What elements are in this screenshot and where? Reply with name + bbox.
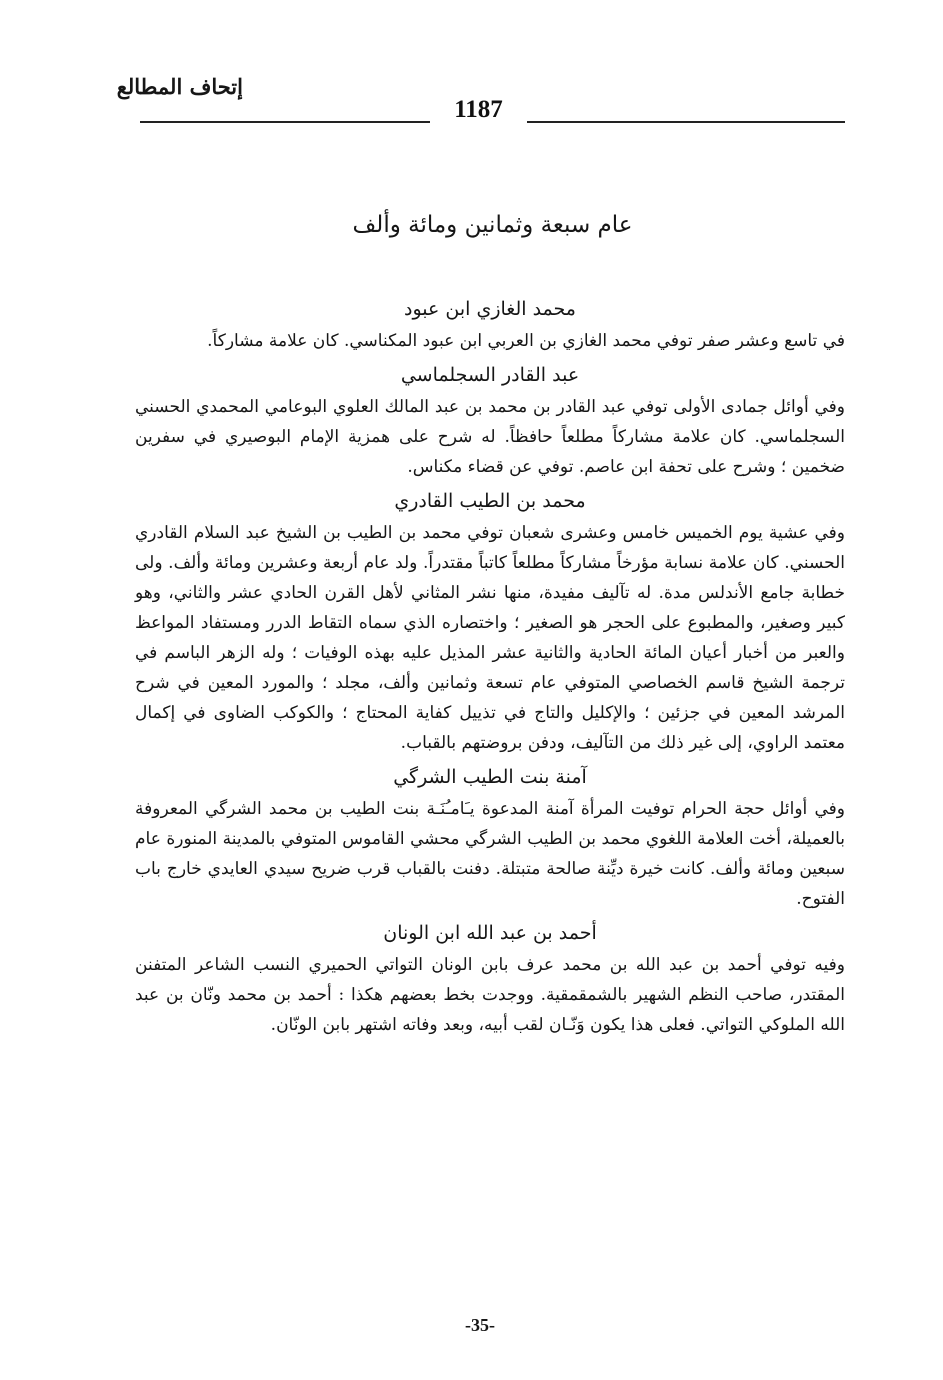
entry-text: وفي عشية يوم الخميس خامس وعشرى شعبان توفي محمد بن الطيب بن الشيخ عبد السلام القادري الحسني. كان علامة نسابة مؤرخاً مشاركاً مطلعاً كاتباً مقتدراً. ولد عام أربعة وعشرين ومائة وألف. ولى خطابة جامع الأندلس مدة. له تآليف مفيدة، منها نشر المثاني لأهل القرن الحادي عشر والثاني، وهو كبير وصغير، والمطبوع على الحجر هو الصغير ؛ واختصاره الذي سماه التقاط الدرر ومستفاد المواعظ والعبر من أخبار أعيان المائة الحادية والثانية عشر المذيل عليه بهذه الوفيات ؛ وله الزهر الباسم في ترجمة الشيخ قاسم الخصاصي المتوفي عام تسعة وثمانين وألف، مجلد ؛ والمورد المعين في شرح المرشد المعين في جزئين ؛ والإكليل والتاج في تذييل كفاية المحتاج ؛ والكوكب الضاوى في إكمال معتمد الراوي، إلى غير ذلك من التآليف، ودفن بروضتهم بالقباب. [135,523,845,753]
entry-text: وفي أوائل جمادى الأولى توفي عبد القادر بن محمد بن عبد المالك العلوي البوعامي المحمدي الحسني السجلماسي. كان علامة مشاركاً مطلعاً حافظاً. له شرح على همزية الإمام البوصيري في سفرين ضخمين ؛ وشرح على تحفة ابن عاصم. توفي عن قضاء مكناس. [135,397,845,477]
year-number: 1187 [454,96,503,123]
entry-title: أحمد بن عبد الله ابن الونان [383,922,597,944]
entry-title: محمد بن الطيب القادري [394,490,586,512]
entry-title: عبد القادر السجلماسي [400,364,580,386]
entry-title: محمد الغازي ابن عبود [404,298,576,320]
entry-text: وفيه توفي أحمد بن عبد الله بن محمد عرف بابن الونان التواتي الحميري النسب الشاعر المتفنن المقتدر، صاحب النظم الشهير بالشمقمقية. ووجدت بخط بعضهم هكذا : أحمد بن محمد ونّان بن عبد الله الملوكي التواتي. فعلى هذا يكون وَنّـان لقب أبيه، وبعد وفاته اشتهر بابن الونّان. [135,955,845,1035]
entry-amina-sharqi [135,758,845,914]
year-title: عام سبعة وثمانين ومائة وألف [352,212,633,238]
entry-text: في تاسع وعشر صفر توفي محمد الغازي بن العربي ابن عبود المكناسي. كان علامة مشاركاً. [207,331,845,351]
entry-ibn-abbud [135,290,845,356]
page-number: -35- [465,1315,495,1335]
entry-title: آمنة بنت الطيب الشرگي [393,766,587,788]
header-rule-right [527,121,845,123]
header-rule-left [140,121,430,123]
obituary-entries [135,290,845,1040]
running-header-title: إتحاف المطالع [116,74,243,99]
entry-sijilmasi [135,356,845,482]
entry-qadiri [135,482,845,758]
entry-text: وفي أوائل حجة الحرام توفيت المرأة آمنة المدعوة يـَامـُنَـة بنت الطيب بن محمد الشرگي المعروفة بالعميلة، أخت العلامة اللغوي محمد بن الطيب الشرگي محشي القاموس المتوفي بالمدينة المنورة عام سبعين ومائة وألف. كانت خيرة ديِّنة صالحة متبتلة. دفنت بالقباب قرب ضريح سيدي العايدي خارج باب الفتوح. [135,799,845,909]
entry-ibn-al-wannan [135,914,845,1040]
